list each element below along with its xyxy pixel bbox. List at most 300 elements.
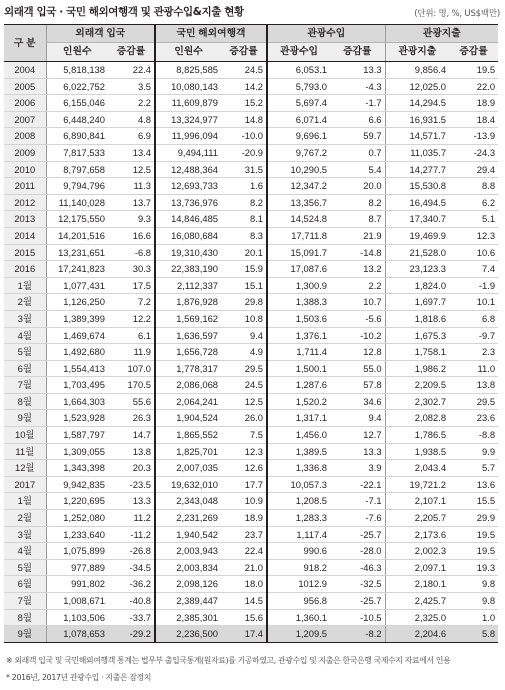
table-cell: 1,664,303 xyxy=(46,393,108,410)
row-label: 3월 xyxy=(4,526,46,543)
table-row xyxy=(4,460,498,477)
row-label: 1월 xyxy=(4,493,46,510)
table-cell: 8,797,658 xyxy=(46,161,108,178)
table-cell: -8.8 xyxy=(449,427,498,444)
table-cell: 29.5 xyxy=(221,360,267,377)
table-row xyxy=(4,427,498,444)
table-cell: 10.9 xyxy=(221,493,267,510)
table-cell: 29.4 xyxy=(449,161,498,178)
row-label: 2014 xyxy=(4,227,46,244)
table-cell: 9.4 xyxy=(221,327,267,344)
column-header: 증감률 xyxy=(108,43,155,62)
table-cell: 12.3 xyxy=(449,227,498,244)
table-cell: 9.9 xyxy=(449,443,498,460)
table-cell: 18.9 xyxy=(449,95,498,112)
row-label: 2006 xyxy=(4,95,46,112)
table-cell: -6.8 xyxy=(108,244,155,261)
table-cell: 11.3 xyxy=(108,178,155,195)
table-cell: 918.2 xyxy=(267,559,330,576)
table-cell: 2,082.8 xyxy=(385,410,449,427)
column-header: 인원수 xyxy=(46,43,108,62)
table-cell: 1,986.2 xyxy=(385,360,449,377)
table-cell: 12.8 xyxy=(330,344,385,361)
table-cell: 5,818,138 xyxy=(46,62,108,79)
table-cell: 13.8 xyxy=(108,443,155,460)
row-label: 2013 xyxy=(4,211,46,228)
table-cell: 6.6 xyxy=(330,111,385,128)
table-cell: 11,609,879 xyxy=(155,95,221,112)
group-header-outbound: 국민 해외여행객 xyxy=(155,25,267,43)
table-cell: 19.5 xyxy=(449,526,498,543)
row-label: 5월 xyxy=(4,344,46,361)
table-cell: 13.3 xyxy=(330,62,385,79)
table-cell: 15,091.7 xyxy=(267,244,330,261)
table-cell: 15.6 xyxy=(221,609,267,626)
table-cell: 14.8 xyxy=(221,111,267,128)
table-cell: 18.9 xyxy=(221,510,267,527)
table-cell: 15.9 xyxy=(221,261,267,278)
column-header: 증감률 xyxy=(221,43,267,62)
table-cell: 10.8 xyxy=(221,310,267,327)
table-cell: 2.2 xyxy=(108,95,155,112)
table-cell: 14,846,485 xyxy=(155,211,221,228)
table-cell: 6,053.1 xyxy=(267,62,330,79)
table-cell: -40.8 xyxy=(108,593,155,610)
row-label: 7월 xyxy=(4,593,46,610)
table-cell: 1,569,162 xyxy=(155,310,221,327)
table-cell: 1,778,317 xyxy=(155,360,221,377)
table-cell: 1,697.7 xyxy=(385,294,449,311)
tourism-statistics-table xyxy=(4,24,498,643)
table-cell: 21,528.0 xyxy=(385,244,449,261)
row-label: 2010 xyxy=(4,161,46,178)
table-cell: 1,818.6 xyxy=(385,310,449,327)
table-cell: 2,325.0 xyxy=(385,609,449,626)
table-row xyxy=(4,194,498,211)
table-cell: -13.9 xyxy=(449,128,498,145)
row-label: 2004 xyxy=(4,62,46,79)
table-cell: 19,310,430 xyxy=(155,244,221,261)
table-cell: 29.8 xyxy=(221,294,267,311)
table-cell: 1,469,674 xyxy=(46,327,108,344)
table-cell: 11,035.7 xyxy=(385,144,449,161)
table-cell: 13.7 xyxy=(108,194,155,211)
table-cell: 13.8 xyxy=(449,377,498,394)
group-header-inbound: 외래객 입국 xyxy=(46,25,155,43)
table-row xyxy=(4,161,498,178)
table-cell: 7,817,533 xyxy=(46,144,108,161)
row-label: 7월 xyxy=(4,377,46,394)
table-cell: 12.5 xyxy=(108,161,155,178)
table-row xyxy=(4,476,498,493)
row-label: 2008 xyxy=(4,128,46,145)
table-row xyxy=(4,510,498,527)
table-cell: 1,500.1 xyxy=(267,360,330,377)
table-cell: -34.5 xyxy=(108,559,155,576)
table-cell: -22.1 xyxy=(330,476,385,493)
table-cell: -25.7 xyxy=(330,526,385,543)
row-label: 9월 xyxy=(4,410,46,427)
table-cell: 1,503.6 xyxy=(267,310,330,327)
row-label: 8월 xyxy=(4,609,46,626)
table-cell: 1,940,542 xyxy=(155,526,221,543)
table-cell: 1,117.4 xyxy=(267,526,330,543)
table-cell: 2,112,337 xyxy=(155,277,221,294)
table-cell: 16,931.5 xyxy=(385,111,449,128)
table-row xyxy=(4,526,498,543)
table-cell: 6.9 xyxy=(108,128,155,145)
table-cell: 26.0 xyxy=(221,410,267,427)
table-cell: 1,675.3 xyxy=(385,327,449,344)
table-cell: -9.7 xyxy=(449,327,498,344)
table-cell: 1,636,597 xyxy=(155,327,221,344)
table-row xyxy=(4,543,498,560)
table-row xyxy=(4,178,498,195)
table-cell: 12,693,733 xyxy=(155,178,221,195)
table-cell: 6.1 xyxy=(108,327,155,344)
table-cell: 1,317.1 xyxy=(267,410,330,427)
table-cell: 2,204.6 xyxy=(385,626,449,643)
table-cell: 29.5 xyxy=(449,393,498,410)
table-cell: 13.2 xyxy=(330,261,385,278)
table-cell: 22,383,190 xyxy=(155,261,221,278)
table-cell: 9,942,835 xyxy=(46,476,108,493)
table-cell: 10.7 xyxy=(330,294,385,311)
table-row xyxy=(4,227,498,244)
row-label: 10월 xyxy=(4,427,46,444)
table-cell: 10.6 xyxy=(449,244,498,261)
table-cell: 1,824.0 xyxy=(385,277,449,294)
table-cell: 2.2 xyxy=(330,277,385,294)
table-cell: 6,022,752 xyxy=(46,78,108,95)
table-cell: 12,175,550 xyxy=(46,211,108,228)
table-cell: 4.9 xyxy=(221,344,267,361)
table-cell: 12,488,364 xyxy=(155,161,221,178)
row-label: 6월 xyxy=(4,360,46,377)
table-cell: 0.7 xyxy=(330,144,385,161)
table-cell: 7.4 xyxy=(449,261,498,278)
table-cell: 9,696.1 xyxy=(267,128,330,145)
table-cell: 5.4 xyxy=(330,161,385,178)
table-cell: -23.5 xyxy=(108,476,155,493)
row-label: 8월 xyxy=(4,393,46,410)
table-cell: 15.2 xyxy=(221,95,267,112)
table-cell: 55.6 xyxy=(108,393,155,410)
table-cell: 1,656,728 xyxy=(155,344,221,361)
table-cell: 26.3 xyxy=(108,410,155,427)
table-cell: 1,523,928 xyxy=(46,410,108,427)
table-cell: -10.0 xyxy=(221,128,267,145)
row-label: 1월 xyxy=(4,277,46,294)
row-label: 2012 xyxy=(4,194,46,211)
table-cell: 17,711.8 xyxy=(267,227,330,244)
table-cell: 1,389.5 xyxy=(267,443,330,460)
table-cell: 5.7 xyxy=(449,460,498,477)
table-cell: 1,388.3 xyxy=(267,294,330,311)
table-cell: 1.0 xyxy=(449,609,498,626)
table-cell: 2,302.7 xyxy=(385,393,449,410)
table-cell: 2,236,500 xyxy=(155,626,221,643)
row-label: 2015 xyxy=(4,244,46,261)
table-cell: 1,865,552 xyxy=(155,427,221,444)
table-cell: 21.9 xyxy=(330,227,385,244)
table-cell: 29.9 xyxy=(449,510,498,527)
table-cell: -4.3 xyxy=(330,78,385,95)
table-cell: 1,343,398 xyxy=(46,460,108,477)
table-cell: 8.8 xyxy=(449,178,498,195)
table-cell: 1,703,495 xyxy=(46,377,108,394)
table-cell: 1,904,524 xyxy=(155,410,221,427)
table-row xyxy=(4,211,498,228)
table-cell: 1,938.5 xyxy=(385,443,449,460)
table-cell: 1.6 xyxy=(221,178,267,195)
table-cell: 1,587,797 xyxy=(46,427,108,444)
table-cell: 22.4 xyxy=(108,62,155,79)
table-cell: 9,767.2 xyxy=(267,144,330,161)
table-cell: 19,469.9 xyxy=(385,227,449,244)
table-cell: 12,025.0 xyxy=(385,78,449,95)
table-cell: 1,554,413 xyxy=(46,360,108,377)
table-cell: 16.6 xyxy=(108,227,155,244)
table-cell: 1,309,055 xyxy=(46,443,108,460)
table-cell: -7.1 xyxy=(330,493,385,510)
table-row xyxy=(4,377,498,394)
table-cell: 1,126,250 xyxy=(46,294,108,311)
table-body xyxy=(4,62,498,643)
table-cell: -10.5 xyxy=(330,609,385,626)
table-cell: 23.6 xyxy=(449,410,498,427)
table-cell: 2,209.5 xyxy=(385,377,449,394)
group-header-expenditure: 관광지출 xyxy=(385,25,498,43)
column-header: 증감률 xyxy=(449,43,498,62)
table-cell: -28.0 xyxy=(330,543,385,560)
row-label: 2009 xyxy=(4,144,46,161)
table-cell: 24.5 xyxy=(221,377,267,394)
row-label: 9월 xyxy=(4,626,46,643)
table-cell: 2,097.1 xyxy=(385,559,449,576)
table-cell: -26.8 xyxy=(108,543,155,560)
table-cell: 3.5 xyxy=(108,78,155,95)
table-cell: 13.3 xyxy=(108,493,155,510)
table-cell: 2,003,943 xyxy=(155,543,221,560)
table-cell: 20.0 xyxy=(330,178,385,195)
table-cell: 1,456.0 xyxy=(267,427,330,444)
table-cell: 23,123.3 xyxy=(385,261,449,278)
table-cell: 14,277.7 xyxy=(385,161,449,178)
table-cell: 6,155,046 xyxy=(46,95,108,112)
table-cell: 55.0 xyxy=(330,360,385,377)
table-cell: 11.9 xyxy=(108,344,155,361)
row-label: 4월 xyxy=(4,327,46,344)
table-cell: 17,340.7 xyxy=(385,211,449,228)
table-cell: 1012.9 xyxy=(267,576,330,593)
table-cell: 1,220,695 xyxy=(46,493,108,510)
table-cell: -1.9 xyxy=(449,277,498,294)
table-cell: 12.2 xyxy=(108,310,155,327)
table-cell: 1,389,399 xyxy=(46,310,108,327)
table-cell: -29.2 xyxy=(108,626,155,643)
table-cell: 24.5 xyxy=(221,62,267,79)
table-cell: 14.2 xyxy=(221,78,267,95)
table-cell: 6,890,841 xyxy=(46,128,108,145)
table-title: 외래객 입국 · 국민 해외여행객 및 관광수입&지출 현황 xyxy=(4,6,244,18)
table-cell: 5,793.0 xyxy=(267,78,330,95)
table-cell: 1,078,653 xyxy=(46,626,108,643)
table-cell: 7.5 xyxy=(221,427,267,444)
table-cell: 2,173.6 xyxy=(385,526,449,543)
table-row xyxy=(4,609,498,626)
table-row xyxy=(4,393,498,410)
table-cell: 10,290.5 xyxy=(267,161,330,178)
table-cell: 977,889 xyxy=(46,559,108,576)
table-cell: 11.2 xyxy=(108,510,155,527)
table-cell: 2,425.7 xyxy=(385,593,449,610)
row-label: 4월 xyxy=(4,543,46,560)
table-cell: 18.0 xyxy=(221,576,267,593)
table-cell: 3.9 xyxy=(330,460,385,477)
table-cell: 2,064,241 xyxy=(155,393,221,410)
table-cell: 1,208.5 xyxy=(267,493,330,510)
table-cell: 1,300.9 xyxy=(267,277,330,294)
table-cell: 19.3 xyxy=(449,559,498,576)
table-cell: 10.1 xyxy=(449,294,498,311)
table-cell: 1,287.6 xyxy=(267,377,330,394)
table-cell: 2,343,048 xyxy=(155,493,221,510)
table-cell: 5,697.4 xyxy=(267,95,330,112)
table-cell: 14.5 xyxy=(221,593,267,610)
table-row xyxy=(4,344,498,361)
table-cell: 1,077,431 xyxy=(46,277,108,294)
table-cell: 2.3 xyxy=(449,344,498,361)
table-cell: -24.3 xyxy=(449,144,498,161)
table-cell: 59.7 xyxy=(330,128,385,145)
table-cell: 4.8 xyxy=(108,111,155,128)
table-row xyxy=(4,310,498,327)
row-label: 2월 xyxy=(4,510,46,527)
table-row xyxy=(4,244,498,261)
table-cell: 1,376.1 xyxy=(267,327,330,344)
table-cell: 1,876,928 xyxy=(155,294,221,311)
table-cell: -46.3 xyxy=(330,559,385,576)
table-cell: 1,492,680 xyxy=(46,344,108,361)
table-cell: 2,043.4 xyxy=(385,460,449,477)
table-row xyxy=(4,294,498,311)
column-header: 관광수입 xyxy=(267,43,330,62)
row-label: 5월 xyxy=(4,559,46,576)
table-cell: 19,632,010 xyxy=(155,476,221,493)
row-label: 2007 xyxy=(4,111,46,128)
row-label: 2월 xyxy=(4,294,46,311)
table-cell: 9,494,111 xyxy=(155,144,221,161)
table-cell: 1,786.5 xyxy=(385,427,449,444)
table-row xyxy=(4,626,498,643)
table-cell: 57.8 xyxy=(330,377,385,394)
table-cell: 11.0 xyxy=(449,360,498,377)
table-cell: 5.1 xyxy=(449,211,498,228)
table-cell: 20.1 xyxy=(221,244,267,261)
table-cell: 9.4 xyxy=(330,410,385,427)
table-cell: 6.8 xyxy=(449,310,498,327)
table-row xyxy=(4,62,498,79)
table-cell: 17,087.6 xyxy=(267,261,330,278)
table-cell: 13.3 xyxy=(330,443,385,460)
row-label: 2005 xyxy=(4,78,46,95)
table-cell: 17,241,823 xyxy=(46,261,108,278)
table-cell: 2,007,035 xyxy=(155,460,221,477)
table-cell: 2,389,447 xyxy=(155,593,221,610)
table-row xyxy=(4,559,498,576)
table-cell: 6.2 xyxy=(449,194,498,211)
table-cell: 1,336.8 xyxy=(267,460,330,477)
table-cell: 1,758.1 xyxy=(385,344,449,361)
table-cell: 2,003,834 xyxy=(155,559,221,576)
table-cell: 12.5 xyxy=(221,393,267,410)
table-cell: 16,494.5 xyxy=(385,194,449,211)
table-cell: 22.0 xyxy=(449,78,498,95)
table-cell: 9.3 xyxy=(108,211,155,228)
table-cell: -1.7 xyxy=(330,95,385,112)
column-header: 인원수 xyxy=(155,43,221,62)
table-cell: 7.2 xyxy=(108,294,155,311)
table-cell: 14.7 xyxy=(108,427,155,444)
table-cell: -33.7 xyxy=(108,609,155,626)
row-label: 2017 xyxy=(4,476,46,493)
table-cell: 5.8 xyxy=(449,626,498,643)
table-row xyxy=(4,360,498,377)
header-label: 구 분 xyxy=(4,25,46,62)
table-cell: 1,360.1 xyxy=(267,609,330,626)
column-header: 증감률 xyxy=(330,43,385,62)
provisional-note: * 2016년, 2017년 관광수입 · 지출은 잠정치 xyxy=(6,673,152,682)
table-cell: 20.3 xyxy=(108,460,155,477)
row-label: 11월 xyxy=(4,443,46,460)
table-row xyxy=(4,493,498,510)
table-row xyxy=(4,327,498,344)
table-cell: -7.6 xyxy=(330,510,385,527)
table-cell: 1,825,701 xyxy=(155,443,221,460)
table-cell: 17.4 xyxy=(221,626,267,643)
table-cell: 2,205.7 xyxy=(385,510,449,527)
table-cell: -20.9 xyxy=(221,144,267,161)
table-cell: 2,180.1 xyxy=(385,576,449,593)
table-cell: -14.8 xyxy=(330,244,385,261)
table-cell: 9.8 xyxy=(449,593,498,610)
table-cell: 1,233,640 xyxy=(46,526,108,543)
table-cell: -32.5 xyxy=(330,576,385,593)
table-cell: 990.6 xyxy=(267,543,330,560)
table-cell: 13,231,651 xyxy=(46,244,108,261)
table-row xyxy=(4,144,498,161)
table-cell: 2,002.3 xyxy=(385,543,449,560)
table-cell: 12.7 xyxy=(330,427,385,444)
table-cell: 14,571.7 xyxy=(385,128,449,145)
table-cell: 2,385,301 xyxy=(155,609,221,626)
table-cell: 1,283.3 xyxy=(267,510,330,527)
table-cell: 8.3 xyxy=(221,227,267,244)
table-cell: 8.7 xyxy=(330,211,385,228)
table-cell: 13,324,977 xyxy=(155,111,221,128)
table-cell: 1,209.5 xyxy=(267,626,330,643)
table-cell: 170.5 xyxy=(108,377,155,394)
table-cell: 12,347.2 xyxy=(267,178,330,195)
table-cell: 8.1 xyxy=(221,211,267,228)
row-label: 6월 xyxy=(4,576,46,593)
table-cell: 956.8 xyxy=(267,593,330,610)
table-row xyxy=(4,111,498,128)
table-row xyxy=(4,443,498,460)
table-cell: 31.5 xyxy=(221,161,267,178)
table-cell: 19.5 xyxy=(449,62,498,79)
